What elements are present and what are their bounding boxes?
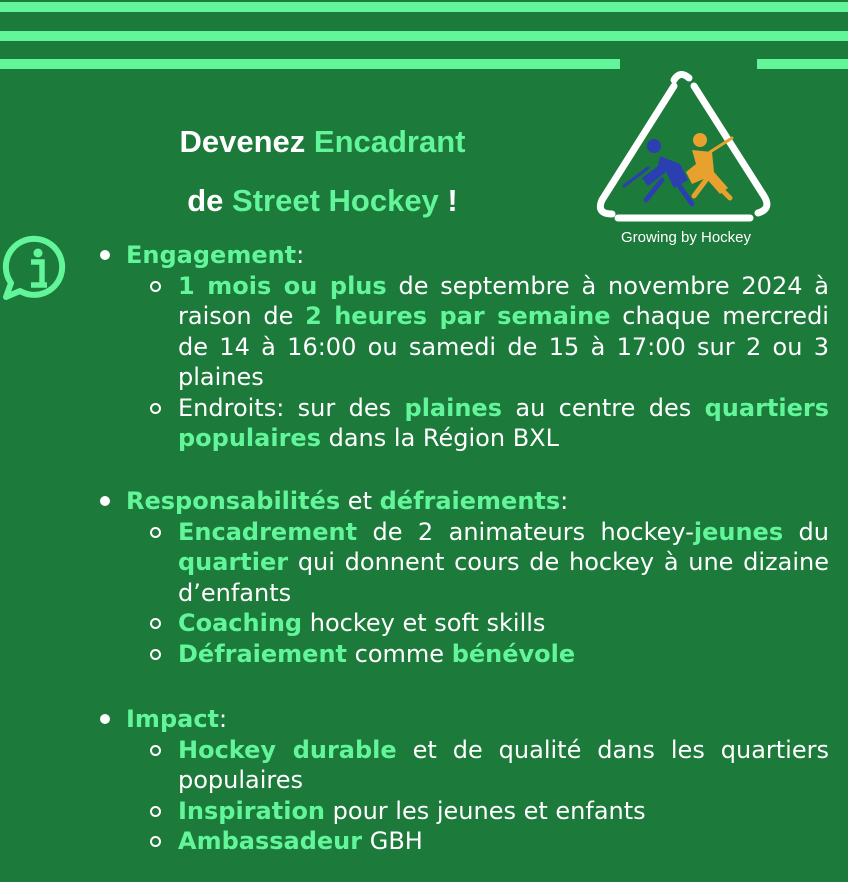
info-speech-bubble-icon [2, 233, 72, 303]
title-highlight: Street Hockey [232, 183, 439, 218]
heading-text: Responsabilités [126, 487, 341, 515]
item-text: du [783, 517, 829, 546]
bullet-dot [100, 496, 110, 506]
top-stripe-1 [0, 2, 848, 12]
bullet-dot [100, 250, 110, 260]
list-item [94, 735, 829, 796]
heading-suffix: : [219, 705, 228, 733]
item-highlight: 2 heures par semaine [305, 302, 611, 330]
section-heading [94, 486, 829, 517]
title-highlight: Encadrant [313, 124, 466, 159]
heading-suffix: : [560, 487, 569, 515]
title-text: ! [438, 183, 458, 218]
top-stripe-3a [0, 59, 620, 69]
item-text: pour les jeunes et enfants [325, 796, 646, 825]
item-text: chaque mercredi de 14 à 16:00 ou samedi de 15 à 17:00 sur 2 ou 3 plaines [178, 302, 829, 391]
heading-connector: et [340, 487, 380, 515]
item-text: GBH [362, 827, 423, 855]
hockey-players-triangle-logo-icon [588, 68, 784, 250]
item-highlight: Inspiration [178, 796, 326, 825]
item-highlight: jeunes [693, 517, 784, 546]
title-text: Devenez [179, 124, 314, 159]
section-impact [94, 704, 829, 857]
page-title [100, 112, 545, 230]
list-item [94, 517, 829, 609]
item-text: qui donnent cours de hockey à une dizaine d’enfants [178, 548, 829, 607]
item-highlight: bénévole [451, 639, 576, 668]
heading-text: défraiements [379, 487, 561, 515]
list-item [94, 393, 829, 454]
section-heading [94, 704, 829, 735]
bullet-dot [100, 714, 110, 724]
heading-text: Engagement [126, 241, 297, 269]
logo-caption: Growing by Hockey [620, 229, 752, 246]
item-highlight: plaines [404, 393, 502, 422]
section-heading [94, 240, 829, 271]
section-engagement [94, 240, 829, 454]
item-highlight: 1 mois ou plus [178, 271, 387, 300]
item-highlight: Hockey durable [178, 735, 397, 764]
title-text: de [187, 183, 233, 218]
heading-suffix: : [296, 241, 305, 269]
item-highlight: Défraiement [178, 639, 348, 668]
list-item [94, 639, 829, 670]
heading-text: Impact [126, 705, 220, 733]
list-item [94, 608, 829, 639]
item-text: Endroits: sur des [178, 393, 405, 422]
top-stripe-2 [0, 31, 848, 41]
item-text: de 2 animateurs hockey- [357, 517, 694, 546]
list-item [94, 826, 829, 857]
item-highlight: Encadrement [178, 517, 358, 546]
list-item [94, 796, 829, 827]
list-item [94, 271, 829, 393]
item-highlight: quartiers populaires [178, 393, 830, 452]
item-highlight: Ambassadeur [178, 827, 363, 855]
item-text: et de qualité dans les quartiers populaires [178, 735, 829, 794]
item-text: de septembre à novembre 2024 à raison de [178, 271, 830, 330]
item-text: dans la Région BXL [320, 424, 559, 452]
item-text: comme [347, 639, 452, 668]
section-responsabilites [94, 486, 829, 669]
item-text: au centre des [502, 393, 705, 422]
title-line-1 [100, 112, 545, 171]
title-line-2 [100, 171, 545, 230]
item-text: hockey et soft skills [302, 609, 546, 637]
item-highlight: quartier [178, 548, 289, 576]
item-highlight: Coaching [178, 609, 303, 637]
